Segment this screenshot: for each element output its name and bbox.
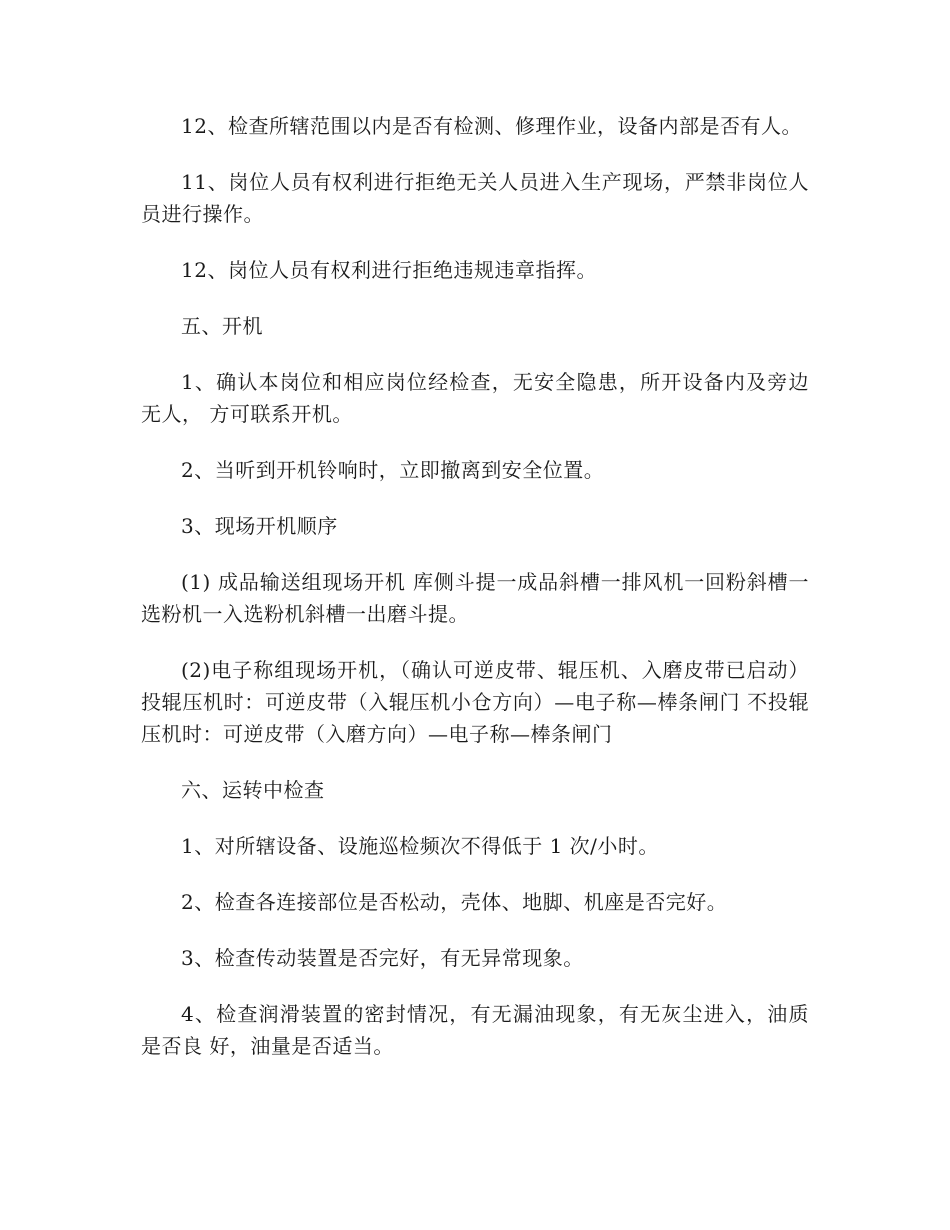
- document-body: [141, 110, 809, 1086]
- paragraph-check-transmission: 3、检查传动装置是否完好，有无异常现象。: [181, 946, 584, 970]
- paragraph-check-connections: 2、检查各连接部位是否松动，壳体、地脚、机座是否完好。: [181, 890, 728, 914]
- section-heading-running-check: 六、运转中检查: [181, 778, 325, 802]
- paragraph-check-maintenance: 12、检查所辖范围以内是否有检测、修理作业，设备内部是否有人。: [181, 114, 802, 138]
- paragraph-startup-sequence: 3、现场开机顺序: [181, 514, 338, 538]
- paragraph-check-lubrication: 4、检查润滑装置的密封情况，有无漏油现象，有无灰尘进入，油质是否良 好，油量是否适当。: [141, 1002, 809, 1058]
- paragraph-electronic-scale-group: (2)电子称组现场开机，（确认可逆皮带、辊压机、入磨皮带已启动） 投辊压机时：可逆皮带（入辊压机小仓方向）—电子称—棒条闸门 不投辊压机时：可逆皮带（入磨方向）—电子称—棒条闸门: [141, 658, 809, 746]
- paragraph-refuse-illegal-command: 12、岗位人员有权利进行拒绝违规违章指挥。: [181, 258, 597, 282]
- paragraph-inspection-frequency: 1、对所辖设备、设施巡检频次不得低于 1 次/小时。: [181, 834, 659, 858]
- paragraph-confirm-safety: 1、确认本岗位和相应岗位经检查，无安全隐患，所开设备内及旁边无人， 方可联系开机。: [141, 370, 809, 426]
- paragraph-refuse-unrelated-persons: 11、岗位人员有权利进行拒绝无关人员进入生产现场，严禁非岗位人员进行操作。: [141, 170, 809, 226]
- section-heading-startup: 五、开机: [181, 314, 263, 338]
- paragraph-finished-product-group: (1) 成品输送组现场开机 库侧斗提一成品斜槽一排风机一回粉斜槽一选粉机一入选粉机斜槽一出磨斗提。: [141, 570, 809, 626]
- paragraph-evacuate-on-bell: 2、当听到开机铃响时，立即撤离到安全位置。: [181, 458, 605, 482]
